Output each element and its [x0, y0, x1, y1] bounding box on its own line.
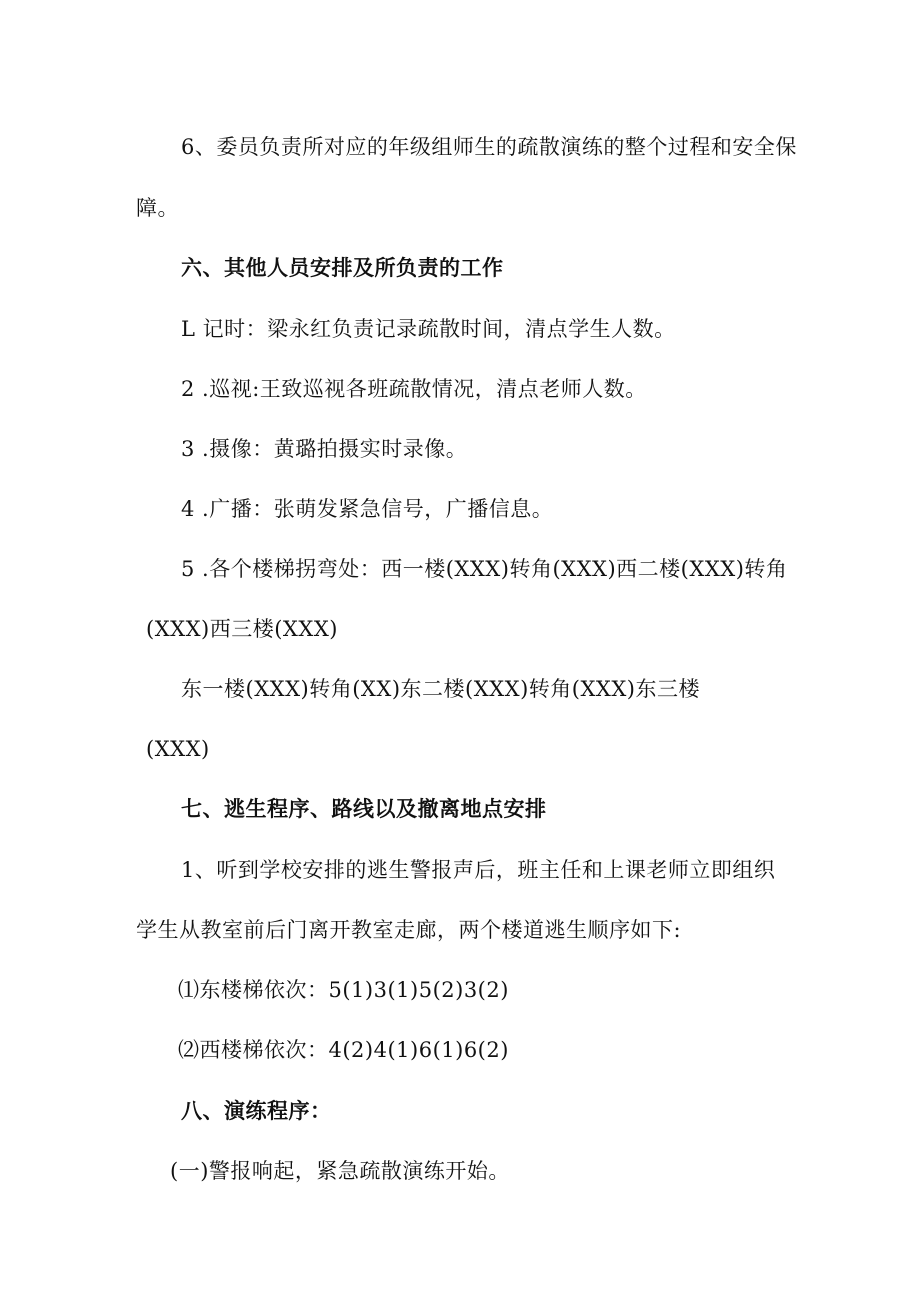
s6-item5-line1: 5 .各个楼梯拐弯处：西一楼(XXX)转角(XXX)西二楼(XXX)转角: [181, 557, 788, 581]
section7-heading: 七、逃生程序、路线以及撤离地点安排: [181, 796, 547, 821]
s6-item2: 2 .巡视:王致巡视各班疏散情况，清点老师人数。: [181, 377, 647, 401]
s7-item1-line2: 学生从教室前后门离开教室走廊，两个楼道逃生顺序如下:: [136, 918, 682, 942]
section6-heading: 六、其他人员安排及所负责的工作: [181, 255, 504, 280]
s7-item1-line1: 1、听到学校安排的逃生警报声后，班主任和上课老师立即组织: [181, 858, 776, 882]
s6-item5-line2: (XXX)西三楼(XXX): [146, 617, 338, 641]
item6-line1: 6、委员负责所对应的年级组师生的疏散演练的整个过程和安全保: [181, 135, 797, 159]
s8-item1: (一)警报响起，紧急疏散演练开始。: [170, 1159, 510, 1183]
s6-item3: 3 .摄像：黄璐拍摄实时录像。: [181, 437, 468, 461]
s6-east-line1: 东一楼(XXX)转角(XX)东二楼(XXX)转角(XXX)东三楼: [181, 677, 700, 701]
s7-east-order: ⑴东楼梯依次：5(1)3(1)5(2)3(2): [178, 978, 509, 1002]
s6-east-line2: (XXX): [146, 737, 210, 761]
s6-item4: 4 .广播：张萌发紧急信号，广播信息。: [181, 497, 554, 521]
item6-line2: 障。: [136, 196, 179, 220]
s7-west-order: ⑵西楼梯依次：4(2)4(1)6(1)6(2): [178, 1038, 509, 1062]
s6-item1: L 记时：梁永红负责记录疏散时间，清点学生人数。: [181, 317, 676, 341]
section8-heading: 八、演练程序：: [181, 1098, 332, 1123]
